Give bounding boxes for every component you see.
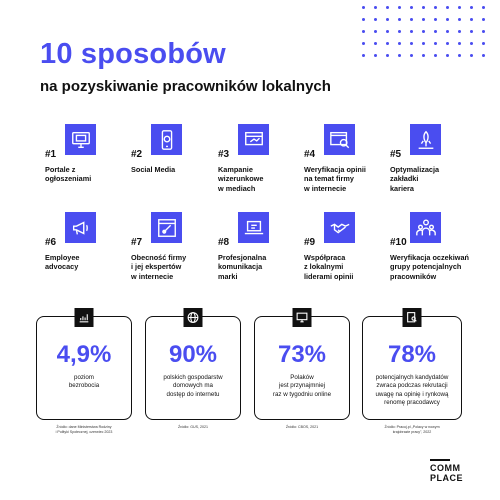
- stat-value: 90%: [168, 341, 218, 368]
- dot: [374, 42, 377, 45]
- dot: [386, 42, 389, 45]
- stat-source: Źródło: CBOS, 2021: [285, 425, 319, 429]
- rocket-icon: [410, 124, 441, 155]
- dot: [446, 18, 449, 21]
- dot: [422, 42, 425, 45]
- brand-logo: [430, 459, 478, 484]
- dot: [470, 30, 473, 33]
- dot: [410, 30, 413, 33]
- page-title: 10 sposobów: [40, 38, 226, 70]
- dot: [410, 6, 413, 9]
- dot: [446, 42, 449, 45]
- dot: [482, 42, 485, 45]
- dot: [362, 18, 365, 21]
- dot: [398, 30, 401, 33]
- stat-description: potencjalnych kandydatów zwraca podczas rekrutacji uwagę na opinię i rynkową renomę pracodawcy: [375, 374, 449, 407]
- campaign-icon: [238, 124, 269, 155]
- way-number: #10: [390, 237, 407, 248]
- dot: [374, 6, 377, 9]
- way-number: #7: [131, 237, 143, 248]
- way-number: #4: [304, 149, 316, 160]
- way-label: Optymalizacja zakładki kariera: [390, 165, 440, 193]
- dot: [482, 18, 485, 21]
- dot: [434, 18, 437, 21]
- dot: [362, 54, 365, 57]
- dot: [410, 54, 413, 57]
- chart-icon: [75, 308, 94, 327]
- way-number: #2: [131, 149, 143, 160]
- way-label: Profesjonalna komunikacja marki: [218, 253, 267, 281]
- stat-value: 4,9%: [56, 341, 112, 368]
- page-subtitle: na pozyskiwanie pracowników lokalnych: [40, 78, 331, 95]
- globe-icon: [184, 308, 203, 327]
- dot: [362, 6, 365, 9]
- dot: [446, 30, 449, 33]
- dot: [482, 54, 485, 57]
- way-number: #5: [390, 149, 402, 160]
- dot: [482, 30, 485, 33]
- document-search-icon: [403, 308, 422, 327]
- dot: [422, 6, 425, 9]
- stat-card-online-weekly: [254, 316, 350, 420]
- dot: [458, 54, 461, 57]
- stat-value: 78%: [387, 341, 437, 368]
- dot: [410, 42, 413, 45]
- dot: [386, 6, 389, 9]
- dot: [482, 6, 485, 9]
- way-number: #1: [45, 149, 57, 160]
- way-label: Obecność firmy i jej ekspertów w internecie: [131, 253, 187, 281]
- dot: [374, 18, 377, 21]
- way-label: Social Media: [131, 165, 176, 174]
- logo-text-line1: COMM: [430, 463, 461, 474]
- way-label: Kampanie wizerunkowe w mediach: [218, 165, 264, 193]
- monitor-icon: [65, 124, 96, 155]
- dot: [386, 30, 389, 33]
- dot: [374, 30, 377, 33]
- dot: [386, 18, 389, 21]
- stat-source: Źródło: GUS, 2021: [178, 425, 208, 429]
- smartphone-icon: [151, 124, 182, 155]
- dot: [362, 30, 365, 33]
- dot: [458, 18, 461, 21]
- dot: [446, 6, 449, 9]
- dot: [434, 54, 437, 57]
- dot: [446, 54, 449, 57]
- dot: [410, 18, 413, 21]
- laptop-icon: [238, 212, 269, 243]
- stat-description: polskich gospodarstw domowych ma dostęp do internetu: [163, 374, 223, 398]
- stat-description: poziom bezrobocia: [68, 374, 100, 390]
- stat-source: Źródło: Pracuj.pl „Polacy w nowym krajobrazie pracy”, 2022: [384, 425, 440, 435]
- dot: [398, 54, 401, 57]
- dot: [470, 18, 473, 21]
- dot: [470, 42, 473, 45]
- dot: [458, 30, 461, 33]
- dot: [362, 42, 365, 45]
- way-label: Employee advocacy: [45, 253, 80, 272]
- dot: [458, 42, 461, 45]
- dot: [422, 30, 425, 33]
- design-window-icon: [151, 212, 182, 243]
- computer-icon: [293, 308, 312, 327]
- dot: [470, 54, 473, 57]
- dot: [434, 6, 437, 9]
- stat-value: 73%: [277, 341, 327, 368]
- stat-description: Polaków jest przynajmniej raz w tygodniu online: [272, 374, 332, 398]
- dot: [434, 30, 437, 33]
- way-number: #9: [304, 237, 316, 248]
- megaphone-icon: [65, 212, 96, 243]
- dot: [422, 54, 425, 57]
- way-number: #3: [218, 149, 230, 160]
- stat-card-unemployment: [36, 316, 132, 420]
- logo-text-line2: PLACE: [430, 473, 464, 484]
- dot: [398, 42, 401, 45]
- decorative-dots: [362, 6, 492, 66]
- dot: [374, 54, 377, 57]
- stat-card-employer-reputation: [362, 316, 462, 420]
- search-window-icon: [324, 124, 355, 155]
- dot: [422, 18, 425, 21]
- way-label: Współpraca z lokalnymi liderami opinii: [304, 253, 354, 281]
- dot: [398, 18, 401, 21]
- dot: [398, 6, 401, 9]
- way-label: Weryfikacja oczekiwań grupy potencjalnych pracowników: [390, 253, 469, 281]
- way-label: Portale z ogłoszeniami: [45, 165, 92, 184]
- dot: [434, 42, 437, 45]
- way-label: Weryfikacja opinii na temat firmy w internecie: [304, 165, 366, 193]
- way-number: #6: [45, 237, 57, 248]
- stat-card-internet-access: [145, 316, 241, 420]
- dot: [470, 6, 473, 9]
- dot: [386, 54, 389, 57]
- stat-source: Źródło: dane Ministerstwa Rodziny i Polityki Społecznej, czerwiec 2023: [55, 425, 113, 435]
- people-group-icon: [410, 212, 441, 243]
- handshake-icon: [324, 212, 355, 243]
- dot: [458, 6, 461, 9]
- way-number: #8: [218, 237, 230, 248]
